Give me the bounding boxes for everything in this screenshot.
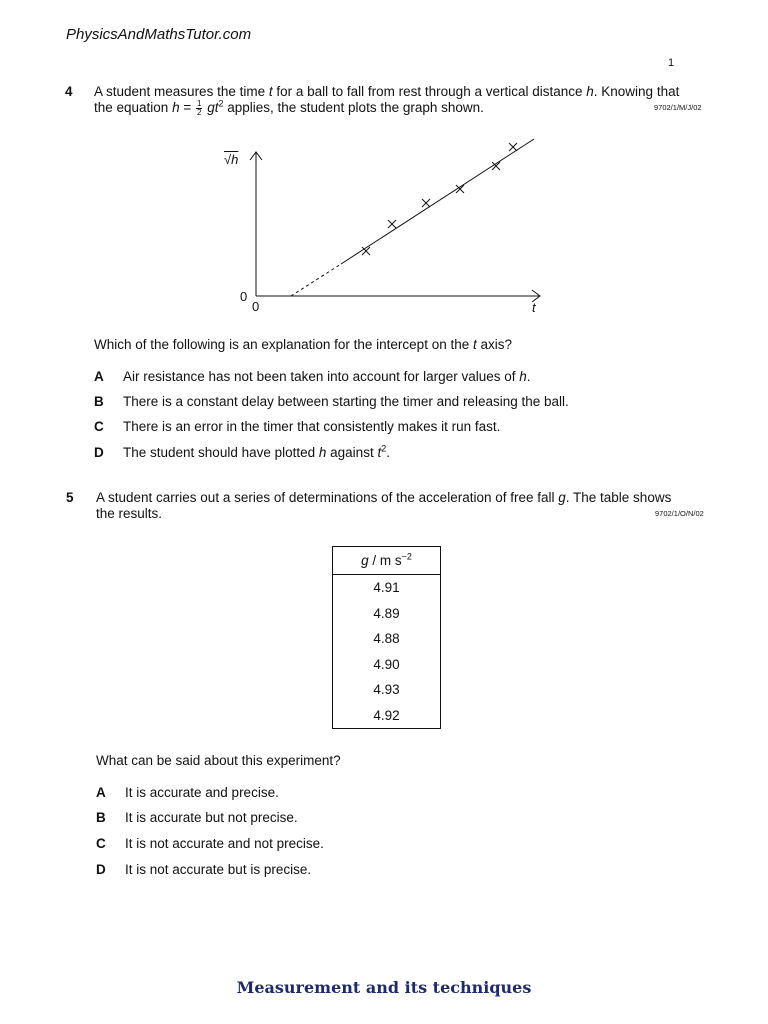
table-cell: 4.88 [333,626,441,652]
question-4-number: 4 [65,84,73,99]
question-4-reference: 9702/1/M/J/02 [654,103,702,112]
question-4-line2: the equation h = $\frac{1}{2}$ $gt^2$ applies, the student plots the graph shown. [94,98,484,117]
q5-option-a-text[interactable]: It is accurate and precise. [125,785,279,800]
data-point [388,220,396,228]
table-header-cell: g / m $s^{-2}$ [333,547,441,575]
q4-option-c-letter[interactable]: C [94,419,104,434]
sqrt-h-vs-t-graph [0,0,768,330]
q5-option-d-text[interactable]: It is not accurate but is precise. [125,862,312,877]
table-cell: 4.92 [333,703,441,729]
y-origin-label: 0 [240,289,248,304]
q4-option-d-letter[interactable]: D [94,445,104,460]
table-cell: 4.89 [333,601,441,627]
q5-option-b-letter[interactable]: B [96,810,106,825]
question-5-prompt: What can be said about this experiment? [96,753,341,768]
table-row [333,703,441,729]
question-4-line1: A student measures the time t for a ball to fall from rest through a vertical distance h. Knowing that [94,84,680,99]
question-5-line2: the results. [96,506,163,521]
question-5-stem [96,490,716,522]
q5-option-d-letter[interactable]: D [96,862,106,877]
q5-option-a-letter[interactable]: A [96,785,106,800]
q4-option-d-text[interactable]: The student should have plotted h against $t^2$. [123,443,390,460]
footer-topic-title: Measurement and its techniques [236,978,532,997]
table-cell: 4.90 [333,652,441,678]
q4-option-a-text[interactable]: Air resistance has not been taken into account for larger values of h. [123,369,531,384]
table-row [333,626,441,652]
table-row [333,677,441,703]
question-5-line1: A student carries out a series of determinations of the acceleration of free fall g. The table shows [96,490,672,505]
x-axis-label: t [532,300,536,315]
q5-option-b-text[interactable]: It is accurate but not precise. [125,810,298,825]
y-axis-label: √h [224,152,239,167]
page-number: 1 [668,57,675,69]
data-point [422,199,430,207]
q5-option-c-letter[interactable]: C [96,836,106,851]
extrapolated-line [291,264,341,296]
q4-option-a-letter[interactable]: A [94,369,104,384]
q4-option-b-text[interactable]: There is a constant delay between starting the timer and releasing the ball. [123,394,569,409]
data-point [509,143,517,151]
table-row [333,601,441,627]
q5-option-c-text[interactable]: It is not accurate and not precise. [125,836,324,851]
y-axis [250,152,262,296]
best-fit-line [341,139,534,264]
question-4-prompt: Which of the following is an explanation for the intercept on the t axis? [94,337,513,352]
g-results-table [332,546,441,729]
half-fraction: $\frac{1}{2}$ [196,99,202,117]
question-5-reference: 9702/1/O/N/02 [655,509,704,518]
table-row [333,575,441,601]
x-axis [256,290,540,302]
site-name: PhysicsAndMathsTutor.com [66,26,252,43]
data-points [362,143,517,255]
question-5-number: 5 [66,490,74,505]
q4-option-b-letter[interactable]: B [94,394,104,409]
table-cell: 4.91 [333,575,441,601]
table-cell: 4.93 [333,677,441,703]
x-origin-label: 0 [252,299,260,314]
q4-option-c-text[interactable]: There is an error in the timer that consistently makes it run fast. [123,419,501,434]
table-row [333,652,441,678]
table-header-row [333,547,441,575]
